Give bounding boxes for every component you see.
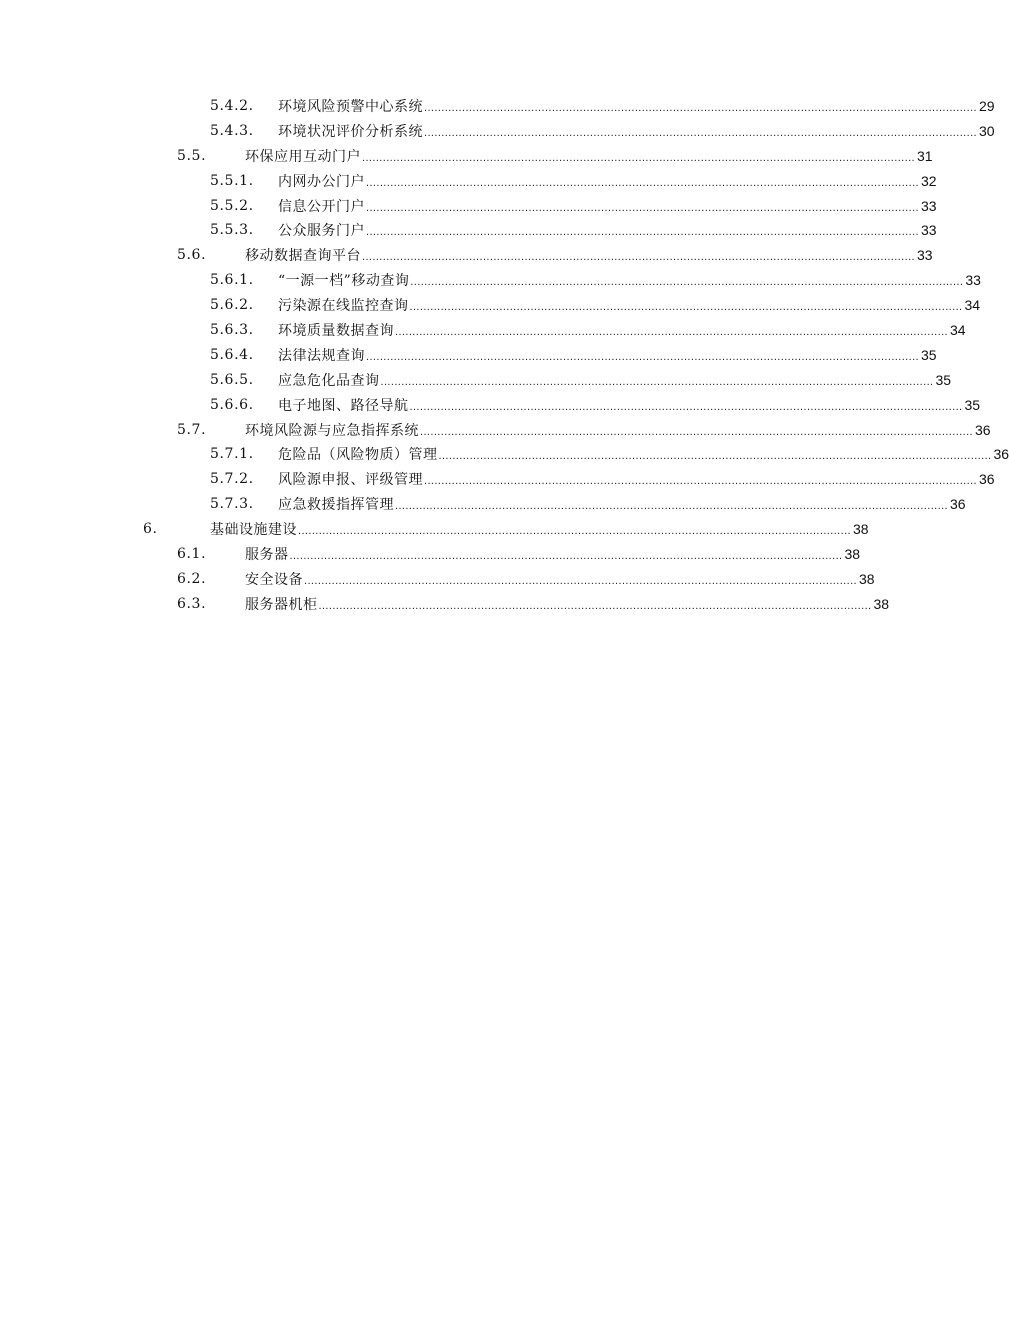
dot-leader: ................................................................................................................................................................	[362, 251, 915, 264]
toc-entry-line	[210, 517, 869, 544]
toc-entry-page[interactable]: 36	[993, 446, 1009, 463]
toc-entry-number: 6.	[143, 521, 158, 538]
toc-entry-page[interactable]: 38	[873, 595, 890, 612]
toc-entry-page[interactable]: 34	[949, 322, 966, 339]
toc-entry-line	[278, 94, 995, 121]
dot-leader: ................................................................................................................................................................	[424, 102, 977, 114]
toc-entry[interactable]	[0, 94, 995, 119]
toc-entry-line	[278, 268, 981, 295]
dot-leader: ................................................................................................................................................................	[298, 525, 851, 538]
toc-entry-title[interactable]: 风险源申报、评级管理	[278, 472, 423, 489]
toc-entry-page[interactable]: 31	[916, 147, 933, 164]
toc-entry[interactable]	[0, 293, 981, 318]
toc-entry-line	[278, 194, 937, 221]
toc-entry[interactable]	[0, 467, 995, 492]
toc-entry[interactable]	[0, 243, 950, 268]
toc-entry-page[interactable]: 38	[858, 570, 875, 587]
toc-entry-page[interactable]: 30	[978, 122, 995, 139]
toc-entry-number: 6.1.	[177, 546, 207, 563]
toc-entry-title[interactable]: 移动数据查询平台	[245, 248, 361, 265]
dot-leader: ................................................................................................................................................................	[380, 375, 934, 388]
toc-entry-line	[245, 567, 875, 594]
toc-entry[interactable]	[0, 393, 981, 418]
toc-entry-page[interactable]: 32	[920, 172, 937, 189]
toc-entry-line	[278, 119, 995, 146]
dot-leader: ................................................................................................................................................................	[318, 599, 872, 612]
toc-entry-page[interactable]: 34	[964, 297, 981, 314]
toc-entry-title[interactable]: 环境风险源与应急指挥系统	[245, 422, 419, 439]
dot-leader: ................................................................................................................................................................	[409, 301, 963, 314]
dot-leader: ................................................................................................................................................................	[362, 151, 915, 164]
toc-entry[interactable]	[0, 218, 950, 243]
toc-entry-title[interactable]: 危险品（风险物质）管理	[278, 447, 438, 464]
toc-entry-line	[245, 243, 933, 270]
toc-entry-page[interactable]: 35	[935, 371, 952, 388]
toc-entry-page[interactable]: 36	[974, 421, 991, 438]
toc-entry-title[interactable]: 服务器机柜	[245, 596, 318, 613]
toc-entry-line	[278, 393, 981, 420]
toc-entry-page[interactable]: 33	[916, 247, 933, 264]
toc-entry-page[interactable]: 36	[978, 471, 995, 488]
toc-entry[interactable]	[0, 418, 991, 443]
toc-entry-line	[278, 442, 1009, 469]
toc-entry-title[interactable]: 服务器	[245, 547, 289, 564]
toc-entry-title[interactable]: 公众服务门户	[278, 223, 365, 240]
toc-entry-number: 5.7.1.	[210, 446, 254, 463]
toc-entry-line	[245, 144, 933, 171]
toc-entry-page[interactable]: 33	[965, 272, 981, 289]
toc-entry-page[interactable]: 33	[920, 222, 937, 239]
toc-entry-line	[278, 218, 937, 245]
toc-entry-title[interactable]: 法律法规查询	[278, 347, 365, 364]
toc-entry-number: 6.3.	[177, 595, 207, 612]
toc-entry-number: 5.7.	[177, 421, 207, 438]
toc-entry-number: 5.5.1.	[210, 172, 254, 189]
toc-entry-number: 5.6.5.	[210, 371, 254, 388]
toc-entry-page[interactable]: 29	[978, 98, 995, 114]
toc-entry-page[interactable]: 33	[920, 197, 937, 214]
toc-entry-number: 5.5.3.	[210, 222, 254, 239]
toc-entry[interactable]	[0, 144, 950, 169]
toc-entry-number: 5.6.2.	[210, 297, 254, 314]
dot-leader: ................................................................................................................................................................	[366, 176, 919, 189]
toc-entry-line	[278, 368, 952, 395]
toc-entry-number: 5.4.2.	[210, 98, 254, 114]
toc-entry[interactable]	[0, 343, 950, 368]
toc-entry-number: 6.2.	[177, 570, 207, 587]
dot-leader: ................................................................................................................................................................	[289, 550, 843, 563]
toc-entry[interactable]	[0, 592, 950, 617]
dot-leader: ................................................................................................................................................................	[420, 425, 973, 438]
toc-entry-title[interactable]: 环境质量数据查询	[278, 323, 394, 340]
toc-entry-title[interactable]: 应急危化品查询	[278, 372, 380, 389]
toc-entry-line	[278, 343, 937, 370]
toc-entry-number: 5.6.3.	[210, 322, 254, 339]
toc-entry-page[interactable]: 38	[844, 546, 861, 563]
toc-entry-line	[278, 169, 937, 196]
toc-entry[interactable]	[0, 119, 995, 144]
toc-entry-line	[278, 318, 966, 345]
toc-entry-number: 5.6.1.	[210, 272, 254, 289]
toc-entry-line	[245, 542, 861, 569]
dot-leader: ................................................................................................................................................................	[424, 475, 977, 488]
toc-entry-title[interactable]: 污染源在线监控查询	[278, 298, 409, 315]
toc-entry-line	[245, 418, 991, 445]
toc-entry-title[interactable]: 环境状况评价分析系统	[278, 123, 423, 140]
toc-entry-title[interactable]: “一源一档”移动查询	[278, 273, 410, 290]
dot-leader: ................................................................................................................................................................	[366, 350, 919, 363]
toc-entry-title[interactable]: 安全设备	[245, 571, 303, 588]
toc-entry-number: 5.6.4.	[210, 346, 254, 363]
toc-entry[interactable]	[0, 442, 1009, 467]
toc-entry-title[interactable]: 环保应用互动门户	[245, 148, 361, 165]
toc-entry-number: 5.5.	[177, 147, 207, 164]
toc-entry-line	[278, 293, 981, 320]
toc-entry-line	[278, 492, 966, 519]
toc-entry[interactable]	[0, 567, 950, 592]
toc-entry-page[interactable]: 38	[852, 521, 869, 538]
dot-leader: ................................................................................................................................................................	[424, 126, 977, 139]
dot-leader: ................................................................................................................................................................	[366, 201, 919, 214]
toc-entry-line	[245, 592, 890, 619]
dot-leader: ................................................................................................................................................................	[409, 400, 963, 413]
dot-leader: ................................................................................................................................................................	[366, 226, 919, 239]
dot-leader: ................................................................................................................................................................	[304, 574, 857, 587]
toc-entry-title[interactable]: 环境风险预警中心系统	[278, 99, 423, 115]
toc-entry[interactable]	[0, 318, 966, 343]
toc-entry[interactable]	[0, 368, 950, 393]
toc-entry-page[interactable]: 35	[920, 346, 937, 363]
toc-entry-number: 5.6.6.	[210, 396, 254, 413]
dot-leader: ................................................................................................................................................................	[410, 276, 964, 289]
table-of-contents	[0, 94, 1009, 617]
toc-entry-number: 5.5.2.	[210, 197, 254, 214]
toc-entry-number: 5.6.	[177, 247, 207, 264]
toc-entry-page[interactable]: 36	[949, 496, 966, 513]
toc-entry[interactable]	[0, 542, 950, 567]
toc-entry-number: 5.7.3.	[210, 496, 254, 513]
toc-entry-title[interactable]: 基础设施建设	[210, 522, 297, 539]
dot-leader: ................................................................................................................................................................	[438, 450, 992, 463]
toc-entry-title[interactable]: 信息公开门户	[278, 198, 365, 215]
dot-leader: ................................................................................................................................................................	[395, 326, 948, 339]
toc-entry-number: 5.4.3.	[210, 122, 254, 139]
toc-entry[interactable]	[0, 169, 950, 194]
toc-entry[interactable]	[0, 517, 950, 542]
toc-entry-number: 5.7.2.	[210, 471, 254, 488]
dot-leader: ................................................................................................................................................................	[395, 500, 948, 513]
toc-entry-line	[278, 467, 995, 494]
toc-entry[interactable]	[0, 194, 950, 219]
toc-entry[interactable]	[0, 492, 966, 517]
toc-entry-title[interactable]: 电子地图、路径导航	[278, 397, 409, 414]
toc-entry[interactable]	[0, 268, 981, 293]
toc-entry-page[interactable]: 35	[964, 396, 981, 413]
toc-entry-title[interactable]: 内网办公门户	[278, 173, 365, 190]
toc-entry-title[interactable]: 应急救援指挥管理	[278, 497, 394, 514]
